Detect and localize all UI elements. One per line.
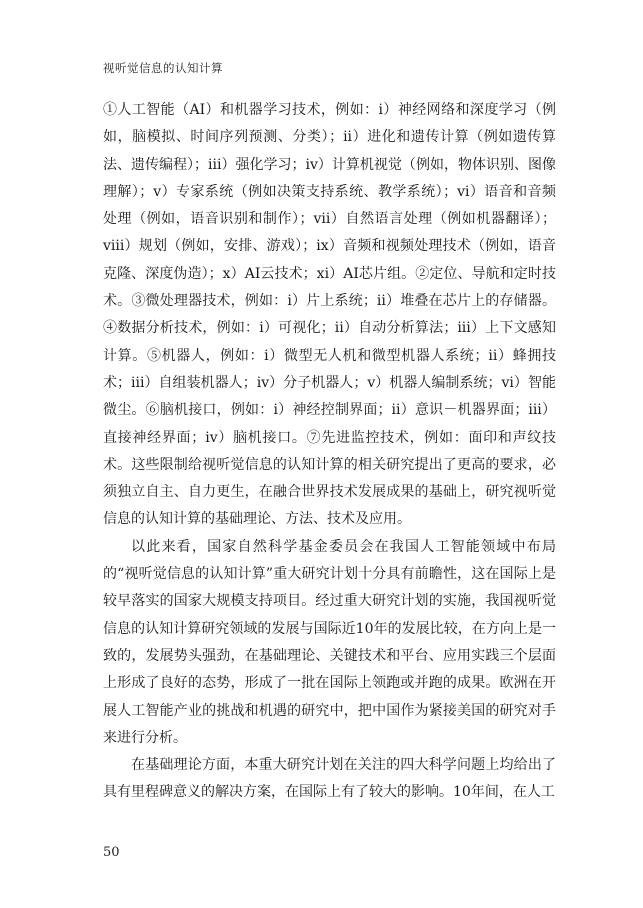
paragraph-basic-theory: 在基础理论方面，本重大研究计划在关注的四大科学问题上均给出了具有里程碑意义的解决方案，在国际上有了较大的影响。10年间，在人工 — [103, 757, 556, 801]
running-header: 视听觉信息的认知计算 — [103, 61, 223, 75]
body-text — [103, 97, 556, 807]
page-number: 50 — [103, 845, 120, 860]
paragraph-technology-list: ①人工智能（AI）和机器学习技术，例如：i）神经网络和深度学习（例如，脑模拟、时间序列预测、分类）；ii）进化和遗传计算（例如遗传算法、遗传编程）；iii）强化学习；iv）计算机视觉（例如，物体识别、图像理解）；v）专家系统（例如决策支持系统、教学系统）；vi）语音和音频处理（例如，语音识别和制作）；vii）自然语言处理（例如机器翻译）；viii）规划（例如，安排、游戏）；ix）音频和视频处理技术（例如，语音克隆、深度伪造）；x）AI云技术；xi）AI芯片组。②定位、导航和定时技术。③微处理器技术，例如：i）片上系统；ii）堆叠在芯片上的存储器。④数据分析技术，例如：i）可视化；ii）自动分析算法；iii）上下文感知计算。⑤机器人，例如：i）微型无人机和微型机器人系统；ii）蜂拥技术；iii）自组装机器人；iv）分子机器人；v）机器人编制系统；vi）智能微尘。⑥脑机接口，例如：i）神经控制界面；ii）意识－机器界面；iii）直接神经界面；iv）脑机接口。⑦先进监控技术，例如：面印和声纹技术。这些限制给视听觉信息的认知计算的相关研究提出了更高的要求，必须独立自主、自力更生，在融合世界技术发展成果的基础上，研究视听觉信息的认知计算的基础理论、方法、技术及应用。 — [103, 102, 556, 528]
paragraph-nsfc-plan: 以此来看，国家自然科学基金委员会在我国人工智能领域中布局的“视听觉信息的认知计算”重大研究计划十分具有前瞻性，这在国际上是较早落实的国家大规模支持项目。经过重大研究计划的实施，我国视听觉信息的认知计算研究领域的发展与国际近10年的发展比较，在方向上是一致的，发展势头强劲，在基础理论、关键技术和平台、应用实践三个层面上形成了良好的态势，形成了一批在国际上领跑或并跑的成果。欧洲在开展人工智能产业的挑战和机遇的研究中，把中国作为紧接美国的研究对手来进行分析。 — [103, 538, 556, 746]
